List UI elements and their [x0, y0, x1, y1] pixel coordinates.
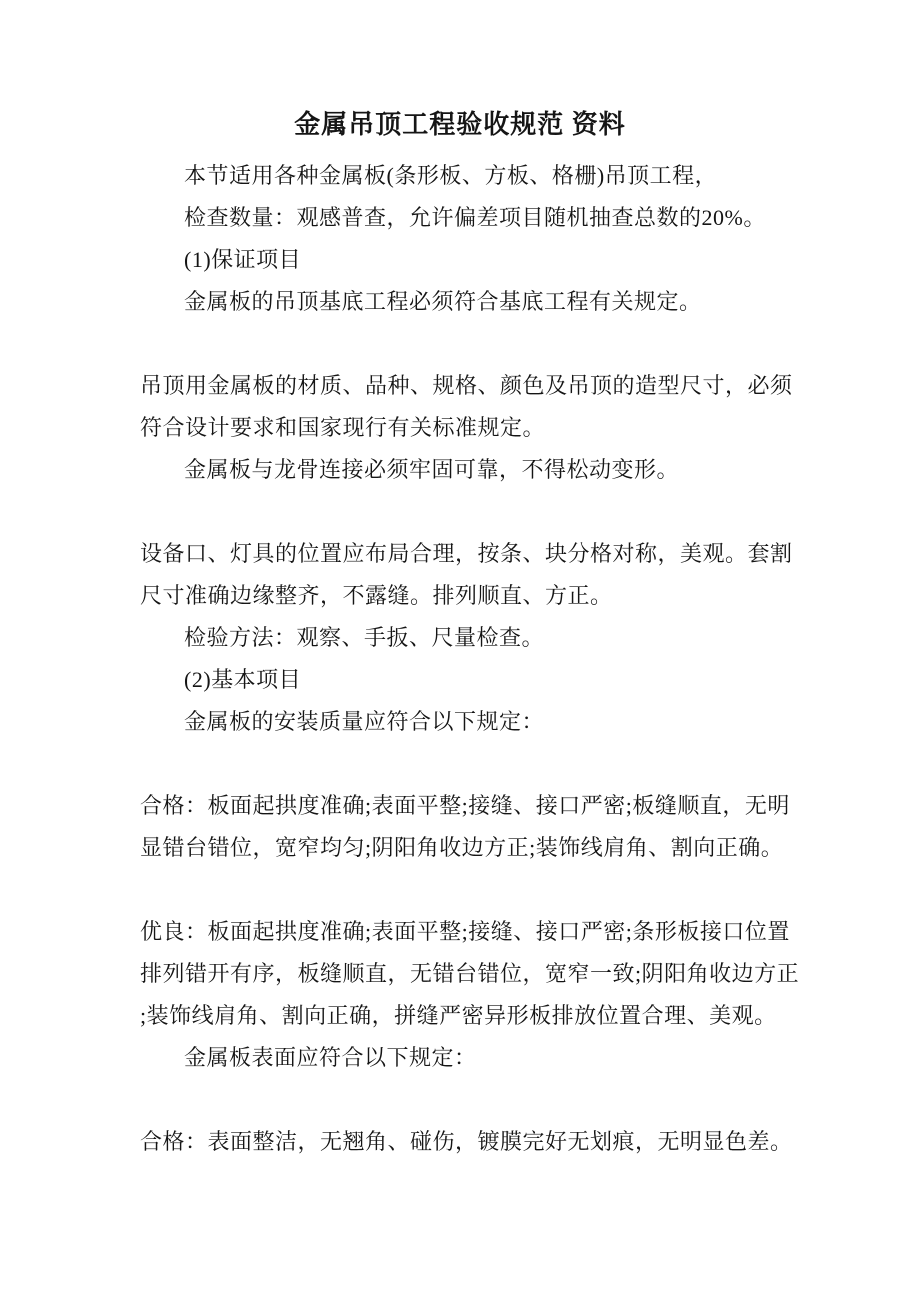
text-line: 金属板的安装质量应符合以下规定： [184, 709, 545, 734]
paragraph [140, 659, 788, 701]
paragraph [140, 1121, 793, 1163]
text-line: 吊顶用金属板的材质、品种、规格、颜色及吊顶的造型尺寸，必须 [140, 373, 793, 398]
text-line: 合格：表面整洁，无翘角、碰伤，镀膜完好无划痕，无明显色差。 [140, 1129, 793, 1154]
paragraph [140, 533, 793, 617]
text-line: 合格：板面起拱度准确;表面平整;接缝、接口严密;板缝顺直，无明 [140, 793, 790, 818]
text-line: 检查数量：观感普查，允许偏差项目随机抽查总数的20%。 [184, 205, 766, 230]
paragraph [140, 911, 800, 1037]
text-line: 尺寸准确边缘整齐，不露缝。排列顺直、方正。 [140, 583, 613, 608]
blank-line [140, 869, 788, 911]
paragraph [140, 365, 793, 449]
paragraph [140, 785, 788, 869]
text-line: 金属板与龙骨连接必须牢固可靠，不得松动变形。 [184, 457, 680, 482]
text-line: 排列错开有序，板缝顺直，无错台错位，宽窄一致;阴阳角收边方正 [140, 961, 800, 986]
paragraph [140, 281, 788, 323]
text-line: 显错台错位，宽窄均匀;阴阳角收边方正;装饰线肩角、割向正确。 [140, 835, 784, 860]
paragraph [140, 239, 788, 281]
blank-line [140, 323, 788, 365]
text-line: (1)保证项目 [184, 247, 302, 272]
blank-line [140, 491, 788, 533]
blank-line [140, 743, 788, 785]
text-line: 符合设计要求和国家现行有关标准规定。 [140, 415, 546, 440]
document-title: 金属吊顶工程验收规范 资料 [294, 110, 626, 139]
paragraph [140, 617, 788, 659]
paragraph [140, 155, 788, 197]
paragraph [140, 1037, 788, 1079]
text-line: 金属板表面应符合以下规定： [184, 1045, 477, 1070]
text-line: (2)基本项目 [184, 667, 302, 692]
text-line: ;装饰线肩角、割向正确，拼缝严密异形板排放位置合理、美观。 [140, 1003, 777, 1028]
paragraph [140, 197, 788, 239]
document-body [140, 155, 800, 1163]
blank-line [140, 1079, 788, 1121]
paragraph [140, 701, 788, 743]
paragraph [140, 449, 788, 491]
text-line: 设备口、灯具的位置应布局合理，按条、块分格对称，美观。套割 [140, 541, 793, 566]
text-line: 检验方法：观察、手扳、尺量检查。 [184, 625, 545, 650]
text-line: 本节适用各种金属板(条形板、方板、格栅)吊顶工程， [184, 163, 718, 188]
text-line: 优良：板面起拱度准确;表面平整;接缝、接口严密;条形板接口位置 [140, 919, 790, 944]
text-line: 金属板的吊顶基底工程必须符合基底工程有关规定。 [184, 289, 702, 314]
